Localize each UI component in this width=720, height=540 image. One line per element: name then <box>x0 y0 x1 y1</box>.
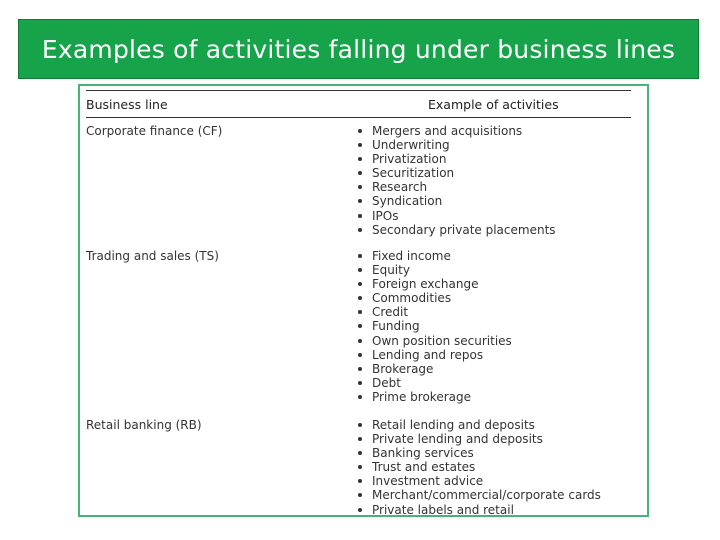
activity-item: Own position securities <box>358 334 512 348</box>
activity-item: Funding <box>358 319 512 333</box>
bullet-icon <box>358 493 362 497</box>
business-line-label: Corporate finance (CF) <box>86 124 223 138</box>
activity-item: Private lending and deposits <box>358 432 601 446</box>
activity-item: Commodities <box>358 291 512 305</box>
activities-table <box>78 84 649 517</box>
activity-item: IPOs <box>358 209 556 223</box>
bullet-icon <box>358 479 362 483</box>
bullet-icon <box>358 214 362 218</box>
bullet-icon <box>358 395 362 399</box>
activity-item: Private labels and retail <box>358 503 601 517</box>
activity-item: Equity <box>358 263 512 277</box>
activity-item: Research <box>358 180 556 194</box>
bullet-icon <box>358 268 362 272</box>
activity-item: Syndication <box>358 194 556 208</box>
bullet-icon <box>358 423 362 427</box>
activity-item: Retail lending and deposits <box>358 418 601 432</box>
header-example-activities: Example of activities <box>428 97 559 112</box>
bullet-icon <box>358 199 362 203</box>
bullet-icon <box>358 129 362 133</box>
activity-item: Credit <box>358 305 512 319</box>
bullet-icon <box>358 451 362 455</box>
activity-list <box>358 124 556 237</box>
bullet-icon <box>358 157 362 161</box>
bullet-icon <box>358 296 362 300</box>
activity-item: Prime brokerage <box>358 390 512 404</box>
activity-item: Debt <box>358 376 512 390</box>
bullet-icon <box>358 353 362 357</box>
business-line-label: Retail banking (RB) <box>86 418 202 432</box>
bullet-icon <box>358 143 362 147</box>
table-top-rule <box>86 90 631 91</box>
activity-item: Securitization <box>358 166 556 180</box>
activity-item: Trust and estates <box>358 460 601 474</box>
slide-title-bar <box>18 19 699 79</box>
business-line-label: Trading and sales (TS) <box>86 249 219 263</box>
activity-item: Banking services <box>358 446 601 460</box>
activity-item: Lending and repos <box>358 348 512 362</box>
activity-item: Investment advice <box>358 474 601 488</box>
bullet-icon <box>358 310 362 314</box>
bullet-icon <box>358 324 362 328</box>
bullet-icon <box>358 508 362 512</box>
activity-list <box>358 418 601 517</box>
bullet-icon <box>358 465 362 469</box>
bullet-icon <box>358 367 362 371</box>
activity-item: Privatization <box>358 152 556 166</box>
activity-item: Brokerage <box>358 362 512 376</box>
header-business-line: Business line <box>86 97 168 112</box>
bullet-icon <box>358 282 362 286</box>
bullet-icon <box>358 171 362 175</box>
header-bottom-rule <box>86 117 631 118</box>
bullet-icon <box>358 381 362 385</box>
bullet-icon <box>358 339 362 343</box>
activity-list <box>358 249 512 404</box>
activity-item: Mergers and acquisitions <box>358 124 556 138</box>
activity-item: Fixed income <box>358 249 512 263</box>
bullet-icon <box>358 254 362 258</box>
activity-item: Secondary private placements <box>358 223 556 237</box>
activity-item: Underwriting <box>358 138 556 152</box>
activity-item: Merchant/commercial/corporate cards <box>358 488 601 502</box>
slide-title: Examples of activities falling under business lines <box>41 34 676 64</box>
bullet-icon <box>358 437 362 441</box>
bullet-icon <box>358 228 362 232</box>
activity-item: Foreign exchange <box>358 277 512 291</box>
bullet-icon <box>358 185 362 189</box>
